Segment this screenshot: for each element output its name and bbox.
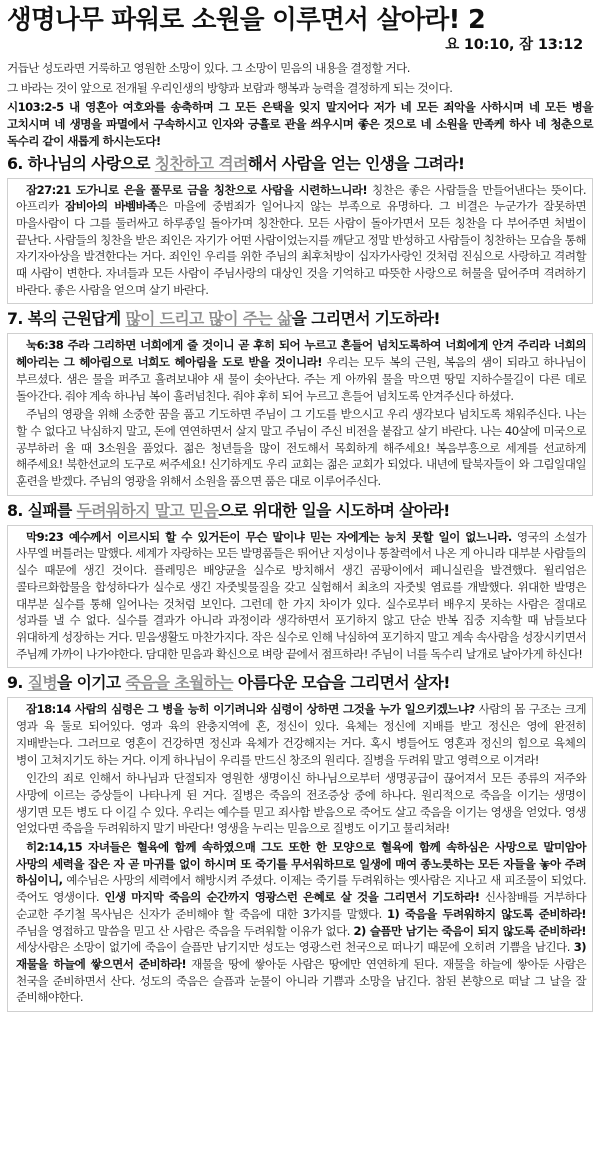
scripture-reference: 요 10:10, 잠 13:12 — [445, 37, 583, 53]
verse-text: 눅6:38 주라 그리하면 너희에게 줄 것이니 곧 후히 되어 누르고 흔들어 넘치도록하여 너희에게 안겨 주리라 너희의 헤아리는 그 헤아림으로 너희도 헤아림을 도로 받을 것이니라! — [16, 338, 586, 370]
highlight-phrase: 죽음을 초월하는 — [125, 673, 234, 693]
section-8-heading: 8. 실패를 두려워하지 말고 믿음으로 위대한 일을 시도하며 살아라! — [7, 500, 450, 520]
section-7-heading: 7. 복의 근원답게 많이 드리고 많이 주는 삶을 그리면서 기도하라! — [7, 309, 440, 329]
section-9-paragraph: 잠18:14 사람의 심령은 그 병을 능히 이기려니와 심령이 상하면 그것을 누가 일으키겠느냐? 사람의 몸 구조는 크게 영과 육 둘로 되어있다. 영과 육의 완충지역에 혼, 정신이 있다. 육체는 정신에 지배를 받고 정신은 영에 완전히 지배받는다. 그러므로 영혼이 건강하면 정신과 육체가 건강해지는 거다. 혹시 병들어도 영혼과 정신의 힘으로 육체의 병이 고쳐지기도 하는 거다. 이게 하나님이 우리를 만드신 창조의 원리다. 질병을 두려워 말고 영력으로 이겨라! — [16, 702, 586, 767]
verse-text: 막9:23 예수께서 이르시되 할 수 있거든이 무슨 말이냐 믿는 자에게는 능치 못할 일이 없느니라. — [26, 529, 512, 544]
highlight-phrase: 질병 — [27, 673, 58, 693]
intro-paragraph: 그 바라는 것이 앞으로 전개될 우리인생의 방향과 보람과 행복과 능력을 결정하게 되는 것이다. — [7, 80, 453, 95]
page-title: 생명나무 파워로 소원을 이루면서 살아라! 2 — [7, 5, 486, 35]
section-8-paragraph: 막9:23 예수께서 이르시되 할 수 있거든이 무슨 말이냐 믿는 자에게는 능치 못할 일이 없느니라. 영국의 소설가 사무엘 버틀러는 말했다. 세계가 자랑하는 모든 발명품들은 뛰어난 지성이나 통찰력에서 나온 게 아니라 대부분 사람들의 실수 때문에 생긴 것이다. 플레밍은 배양균을 실수로 방치해서 생긴 곰팡이에서 페니실린을 발견했다. 윌리엄은 콜타르화합물을 합성하다가 실수로 생긴 자줏빛물질을 갖고 실험해서 최초의 자줏빛 염료를 개발했다. 위대한 발명은 대부분 실수를 통해 일어나는 것처럼 보인다. 그런데 한 가지 차이가 있다. 실수로부터 배우지 못하는 사람은 절대로 성과를 낼 수 없다. 실수를 결과가 아니라 과정이라 생각하면서 포기하지 않고 단순 반복 집중 지속할 때 남들보다 위대하게 성장하는 거다. 믿음생활도 마찬가지다. 작은 실수로 인해 낙심하여 포기하지 말고 계속 속사람을 성장시키면서 주님께 가까이 나가야한다. 담대한 믿음과 확신으로 벼랑 끝에서 점프하라! 주님이 너를 독수리 날개로 날아가게 하신다! — [16, 529, 587, 661]
section-8-box — [7, 525, 593, 669]
verse-text: 잠27:21 도가니로 은을 풀무로 금을 칭찬으로 사람을 시련하느니라! — [26, 182, 368, 197]
highlight-phrase: 많이 드리고 많이 주는 삶 — [125, 309, 292, 329]
section-9-paragraph: 인간의 죄로 인해서 하나님과 단절되자 영원한 생명이신 하나님으로부터 생명공급이 끊어져서 모든 종류의 저주와 사망에 이르는 증상들이 나타나게 된 거다. 질병은 죽음의 전조증상 중에 하나다. 원리적으로 죽음을 이기는 생명이 생기면 모든 병도 다 이길 수 있다. 우리는 예수를 믿고 죄사함 받음으로 죽어도 살고 죽음을 이기는 영생을 얻었다. 영생 얻었다면 죽음을 두려워하지 말기 바란다! 영생을 누리는 믿음으로 질병도 이기고 물리쳐라! — [16, 771, 586, 836]
section-6-heading: 6. 하나님의 사랑으로 칭찬하고 격려해서 사람을 얻는 인생을 그려라! — [7, 153, 465, 173]
section-7-paragraph: 주님의 영광을 위해 소중한 꿈을 품고 기도하면 주님이 그 기도를 받으시고 우리 생각보다 넘치도록 채워주신다. 나는 할 수 없다고 낙심하지 말고, 돈에 연연하면서 살지 말고 주님이 주신 비전을 붙잡고 살기 바란다. 나는 40살에 미국으로 공부하러 올 때 3소원을 품었다. 젊은 청년들을 많이 전도해서 목회하게 해주세요! 복음부흥으로 세계를 선교하게 해주세요! 북한선교의 도구로 써주세요! 신기하게도 우리 교회는 젊은 교회가 되었다. 내년에 탈북자들이 와 그림일대일 훈련을 받겠다. 주님의 영광을 위해서 소원을 품으면 품은 대로 이루어주신다. — [16, 407, 586, 489]
section-9-heading: 9. 질병을 이기고 죽음을 초월하는 아름다운 모습을 그리면서 살자! — [7, 673, 450, 693]
section-6-paragraph: 잠27:21 도가니로 은을 풀무로 금을 칭찬으로 사람을 시련하느니라! 칭찬은 좋은 사람들을 만들어낸다는 뜻이다. 아프리카 잠비아의 바벰바족은 마을에 중범죄가 일어나지 않는 부족으로 유명하다. 그 비결은 누군가가 잘못하면 마을사람이 다 그를 둘러싸고 하루종일 돌아가며 칭찬한다. 모든 사람이 돌아가면서 모든 칭찬을 다 부어주면 처벌이 끝난다. 사람들의 칭찬을 받은 죄인은 자기가 어떤 사람이었는지를 깨닫고 정말 반성하고 사람들이 칭찬하는 모습을 통해 자기자아상을 발견한다는 거다. 죄인인 우리를 위한 주님의 최후처방이 십자가사랑인 것처럼 진심으로 사랑하고 격려할 때 사람이 변한다. 자녀들과 모든 사람이 주님사랑의 대상인 것을 기억하고 따뜻한 사랑으로 허물을 덮어주며 격려하기 바란다. 좋은 사람을 얻으며 살기 바란다. — [16, 182, 586, 297]
highlight-phrase: 칭찬하고 격려 — [154, 153, 248, 173]
verse-text: 잠18:14 사람의 심령은 그 병을 능히 이기려니와 심령이 상하면 그것을 누가 일으키겠느냐? — [26, 702, 475, 717]
intro-paragraph: 거듭난 성도라면 거룩하고 영원한 소망이 있다. 그 소망이 믿음의 내용을 결정할 거다. — [7, 61, 410, 75]
highlight-phrase: 두려워하지 말고 믿음 — [76, 500, 219, 520]
section-9-paragraph: 히2:14,15 자녀들은 혈육에 함께 속하였으매 그도 또한 한 모양으로 혈육에 함께 속하심은 사망으로 말미암아 사망의 세력을 잡은 자 곧 마귀를 없이 하시며 또 죽기를 무서워하므로 일생에 매여 종노릇하는 모든 자들을 놓아 주려 하심이니, 예수님은 사망의 세력에서 해방시켜 주셨다. 이제는 죽기를 두려워하는 옛사람은 지나고 새 피조물이 되었다. 죽어도 영생이다. 인생 마지막 죽음의 순간까지 영광스런 은혜로 살 것을 그리면서 기도하라! 신사참배를 거부하다 순교한 주기철 목사님은 신자가 준비해야 할 죽음에 대한 3가지를 말했다. 1) 죽음을 두려워하지 않도록 준비하라! 주님을 영접하고 말씀을 믿고 산 사람은 죽음을 두려워할 이유가 없다. 2) 슬픔만 남기는 죽음이 되지 않도록 준비하라! 세상사람은 소망이 없기에 죽음이 슬픔만 남기지만 성도는 영광스런 천국으로 떠나기 때문에 오히려 기쁨을 남긴다. 3) 재물을 하늘에 쌓으면서 준비하라! 재물을 땅에 쌓아둔 사람은 땅에만 연연하게 된다. 재물을 하늘에 쌓아둔 사람은 천국을 준비하면서 산다. 성도의 죽음은 슬픔과 눈물이 아니라 기쁨과 소망을 남긴다. 참된 본향으로 떠날 그 날을 잘 준비해야한다. — [16, 840, 587, 1005]
intro-verse: 시103:2-5 내 영혼아 여호와를 송축하며 그 모든 은택을 잊지 말지어다 저가 네 모든 죄악을 사하시며 네 모든 병을 고치시며 네 생명을 파멸에서 구속하시고 인자와 긍휼로 관을 씌우시며 좋은 것으로 네 소원을 만족케 하사 네 청춘으로 독수리 같이 새롭게 하시는도다! — [7, 100, 593, 148]
verse-text: 히2:14,15 자녀들은 혈육에 함께 속하였으매 그도 또한 한 모양으로 혈육에 함께 속하심은 사망으로 말미암아 사망의 세력을 잡은 자 곧 마귀를 없이 하시며 또 죽기를 무서워하므로 일생에 매여 종노릇하는 모든 자들을 놓아 주려 하심이니, — [16, 840, 586, 888]
section-6-box — [7, 178, 593, 305]
section-7-paragraph: 눅6:38 주라 그리하면 너희에게 줄 것이니 곧 후히 되어 누르고 흔들어 넘치도록하여 너희에게 안겨 주리라 너희의 헤아리는 그 헤아림으로 너희도 헤아림을 도로 받을 것이니라! 우리는 모두 복의 근원, 복음의 샘이 되라고 하나님이 부르셨다. 샘은 물을 퍼주고 흘려보내야 새 물이 솟아난다. 주는 게 아까워 물을 막으면 땅밑 지하수물길이 다른 데로 돌아간다. 줘야 계속 하나님 복이 흘러넘친다. 줘야 후히 되어 누르고 흔들어 넘치도록 안겨주신다 하셨다. — [16, 338, 586, 403]
section-9-box — [7, 697, 593, 1012]
section-7-box — [7, 333, 593, 495]
